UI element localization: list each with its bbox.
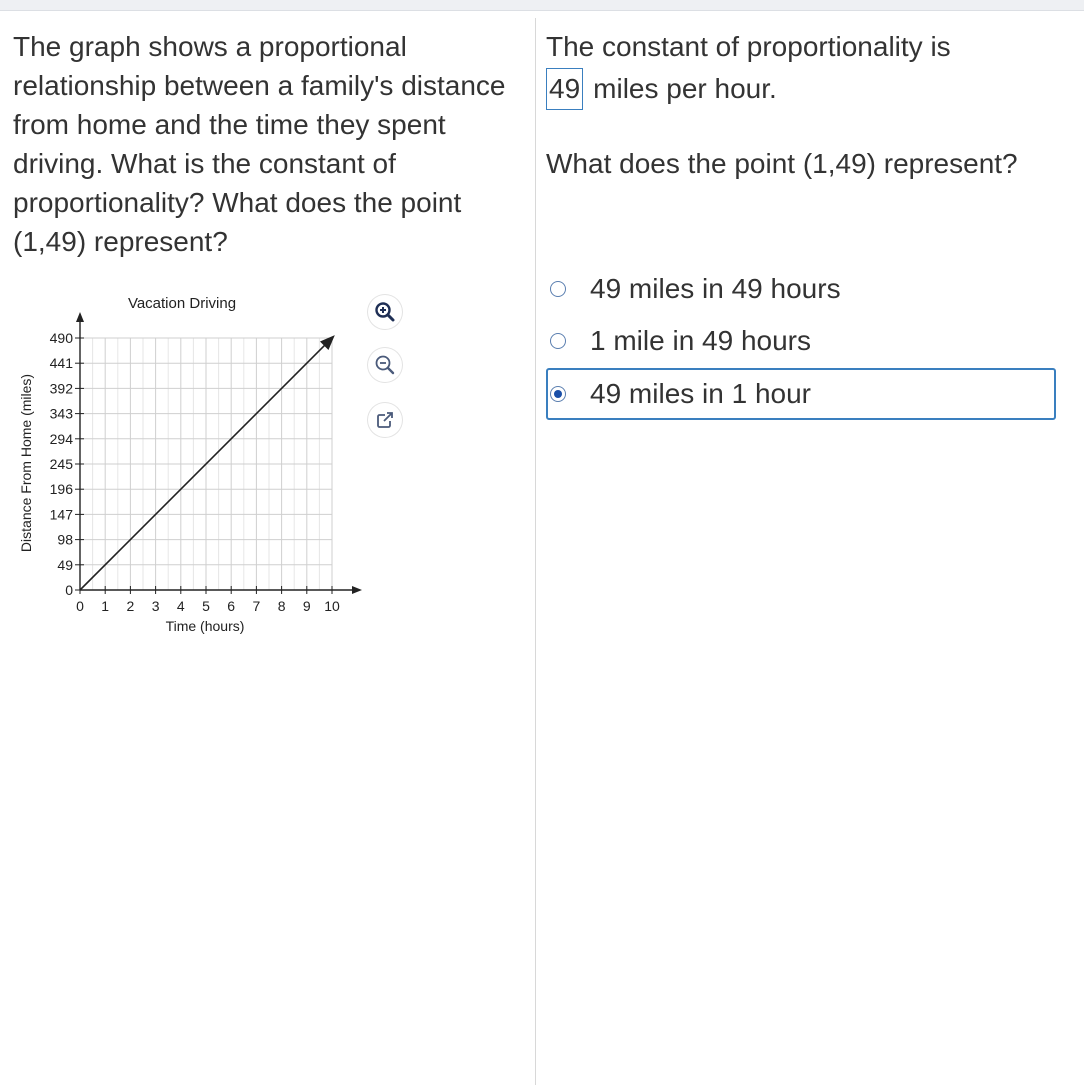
option-label: 49 miles in 49 hours xyxy=(590,273,841,304)
option-3[interactable] xyxy=(546,368,1056,420)
x-tick-label: 2 xyxy=(126,598,135,614)
radio-button-selected[interactable] xyxy=(550,386,566,402)
answer-statement: The constant of proportionality is xyxy=(546,31,951,62)
column-divider xyxy=(535,18,536,1085)
x-tick-label: 7 xyxy=(252,598,261,614)
radio-button[interactable] xyxy=(550,281,566,297)
top-bar xyxy=(0,0,1084,11)
x-tick-label: 6 xyxy=(227,598,236,614)
zoom-out-button[interactable] xyxy=(368,348,402,382)
question-text: The graph shows a proportional relationship between a family's distance from home and the time they spent driving. What is the constant of proportionality? What does the point (1,49) represent? xyxy=(13,31,506,257)
chart-y-label: Distance From Home (miles) xyxy=(18,373,34,553)
answer-unit: miles per hour. xyxy=(593,73,777,104)
answer-options xyxy=(546,264,1056,422)
option-2[interactable] xyxy=(546,316,1056,366)
vacation-driving-graph xyxy=(14,288,364,648)
option-label: 49 miles in 1 hour xyxy=(590,378,812,409)
part2-question: What does the point (1,49) represent? xyxy=(546,148,1018,179)
x-tick-label: 4 xyxy=(176,598,185,614)
y-tick-label: 441 xyxy=(49,355,73,372)
x-tick-label: 9 xyxy=(302,598,311,614)
zoom-out-icon xyxy=(373,353,397,377)
y-tick-label: 490 xyxy=(49,330,73,346)
y-tick-label: 343 xyxy=(49,405,73,422)
y-tick-label: 147 xyxy=(49,506,73,523)
y-tick-label: 49 xyxy=(57,556,73,573)
answer-row xyxy=(546,66,777,112)
y-axis-arrow xyxy=(76,312,84,322)
data-line xyxy=(80,344,326,590)
y-tick-label: 98 xyxy=(57,531,73,548)
x-tick-label: 0 xyxy=(76,598,84,614)
radio-dot xyxy=(554,390,562,398)
chart-title: Vacation Driving xyxy=(127,295,237,312)
y-tick-label: 245 xyxy=(49,456,73,472)
option-label: 1 mile in 49 hours xyxy=(590,325,812,356)
option-1[interactable] xyxy=(546,264,1056,314)
x-tick-label: 3 xyxy=(151,598,160,614)
popout-icon xyxy=(373,408,397,432)
y-tick-label: 196 xyxy=(49,481,73,498)
chart-svg xyxy=(14,288,364,648)
y-tick-label: 0 xyxy=(65,582,73,598)
x-tick-label: 8 xyxy=(277,598,286,614)
x-tick-label: 5 xyxy=(202,598,210,614)
zoom-in-button[interactable] xyxy=(368,295,402,329)
x-tick-label: 1 xyxy=(101,598,110,614)
radio-button[interactable] xyxy=(550,333,566,349)
y-tick-label: 392 xyxy=(49,380,73,397)
chart-x-label: Time (hours) xyxy=(165,618,245,634)
x-tick-label: 10 xyxy=(324,598,340,614)
zoom-in-icon xyxy=(373,300,397,324)
x-axis-arrow xyxy=(352,586,362,594)
popout-button[interactable] xyxy=(368,403,402,437)
y-tick-label: 294 xyxy=(49,430,73,447)
answer-input[interactable]: 49 xyxy=(546,68,583,110)
